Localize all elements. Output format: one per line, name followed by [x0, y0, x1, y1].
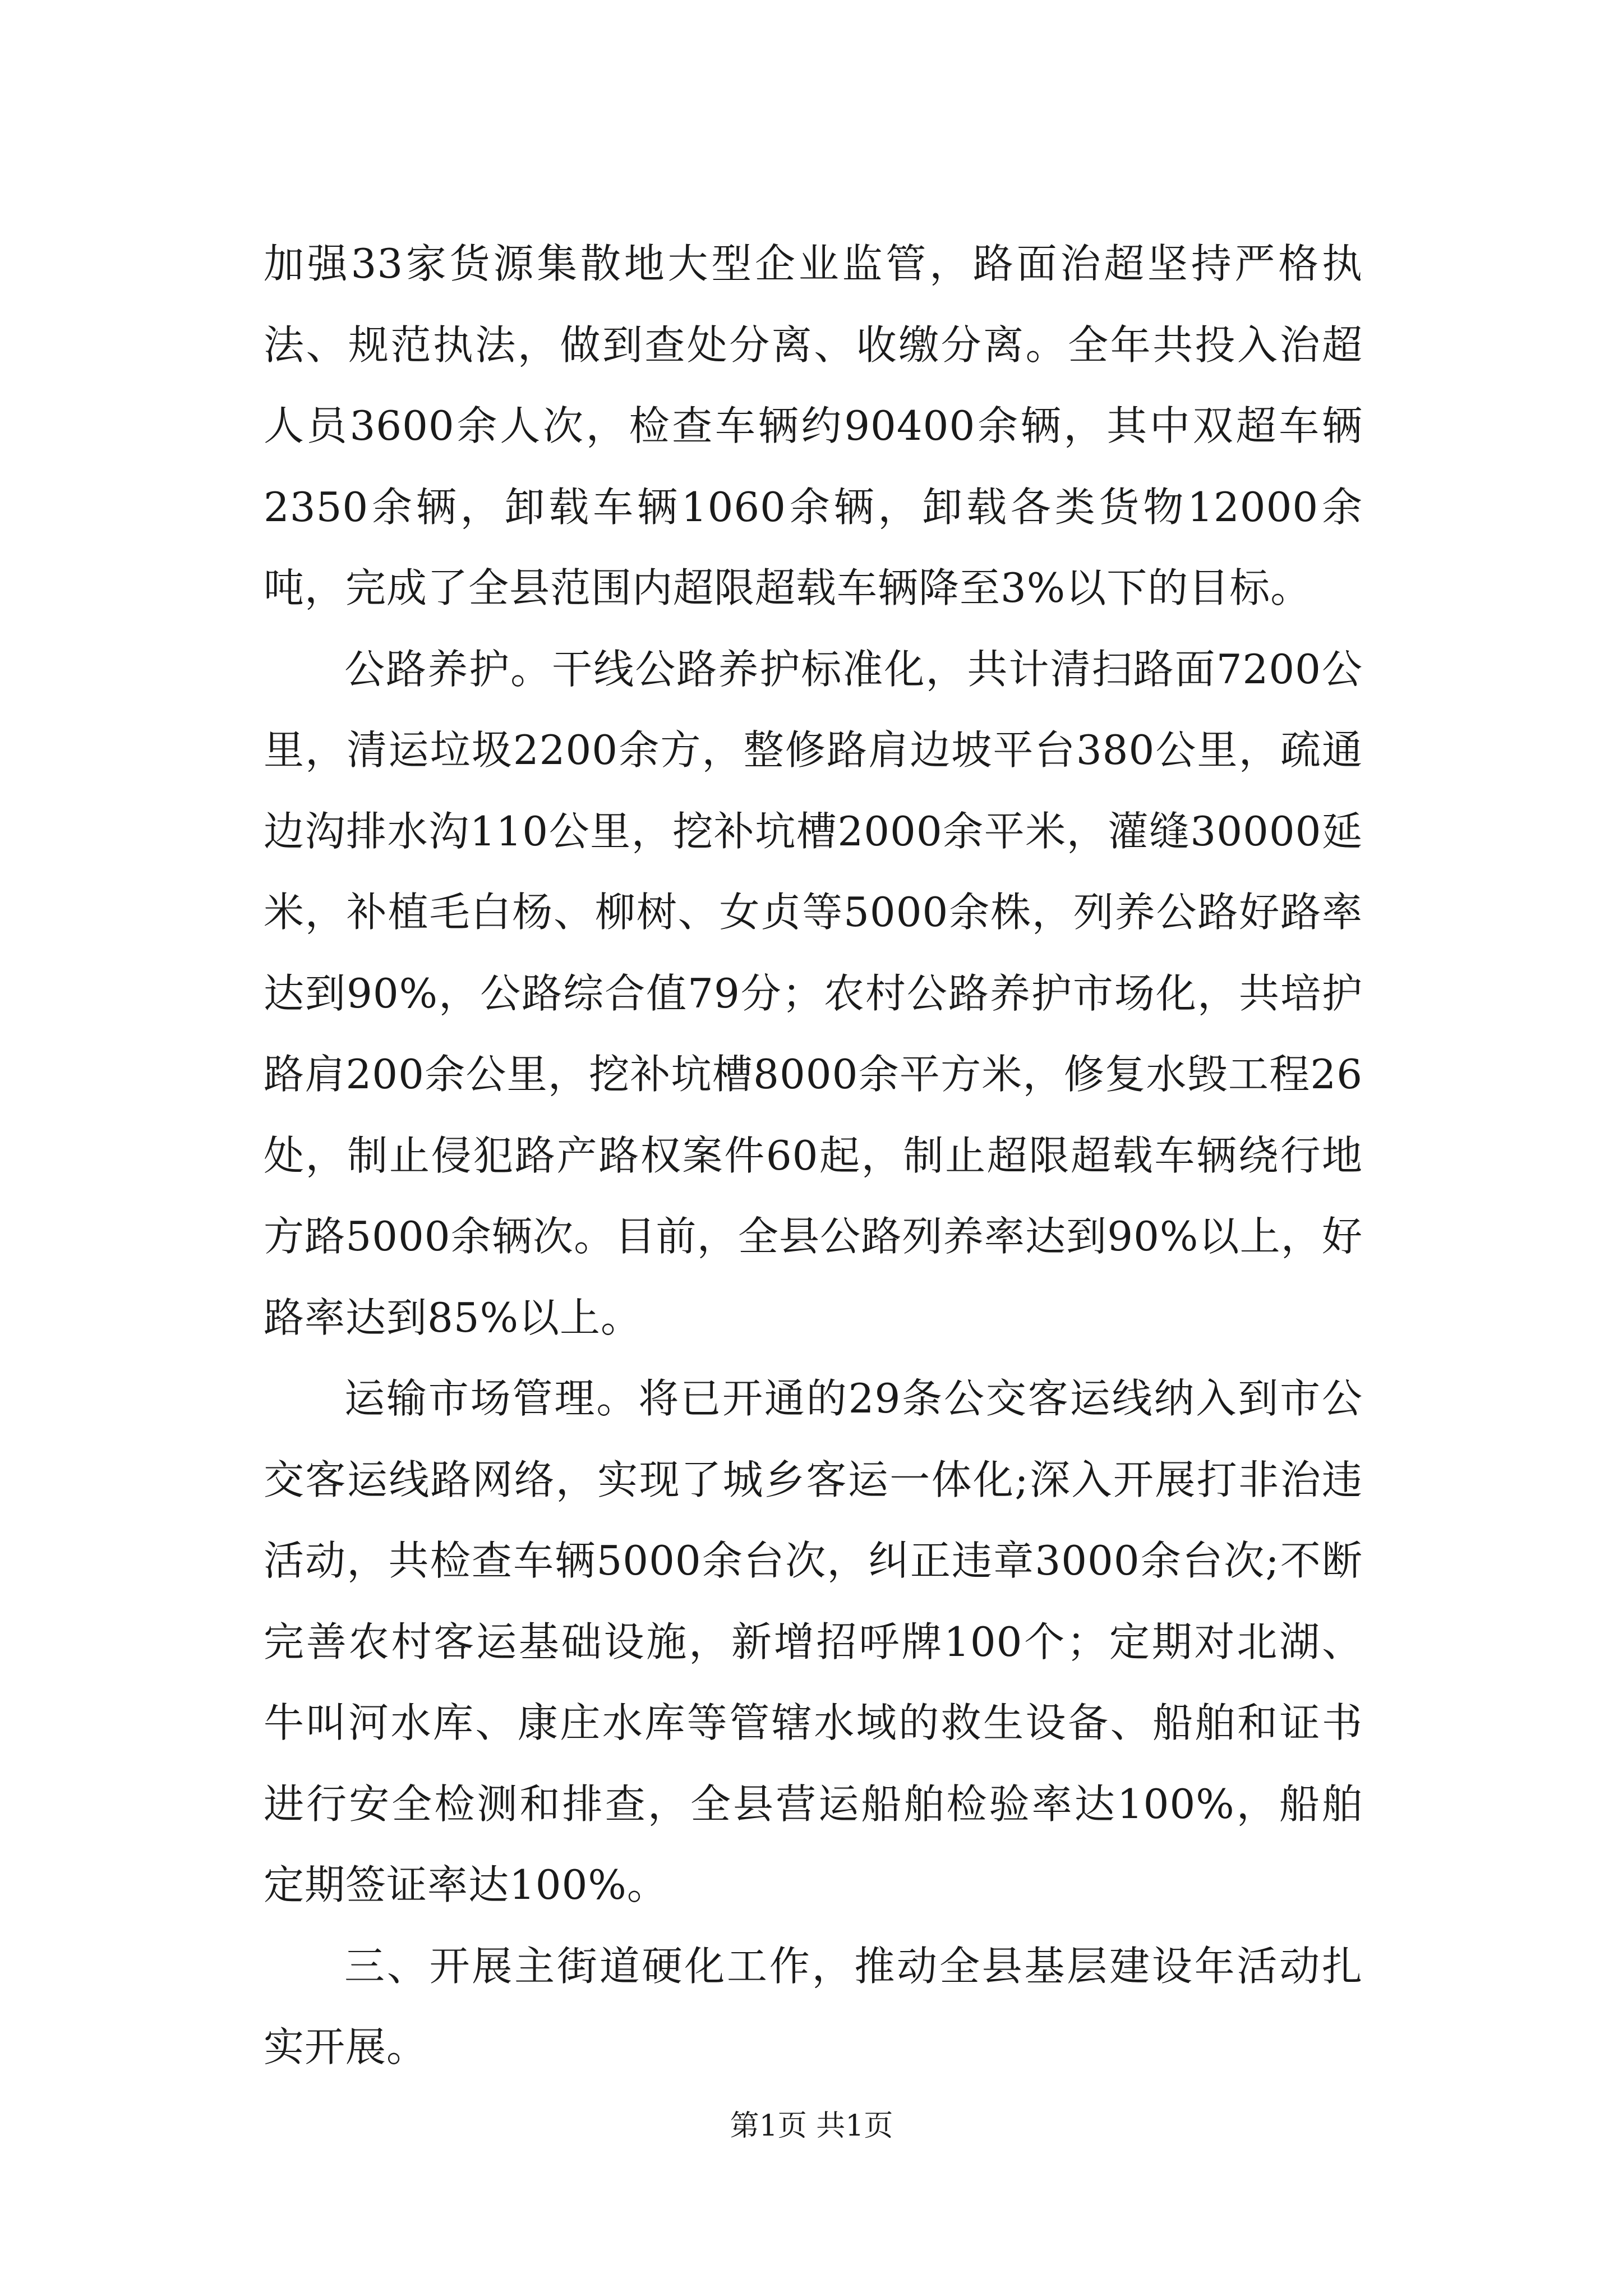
paragraph-section-three: 三、开展主街道硬化工作，推动全县基层建设年活动扎实开展。 [264, 1942, 1363, 2070]
paragraph-road-maintenance: 公路养护。干线公路养护标准化，共计清扫路面7200公里，清运垃圾2200余方，整修路肩边坡平台380公里，疏通边沟排水沟110公里，挖补坑槽2000余平米，灌缝30000延米，补植毛白杨、柳树、女贞等5000余株，列养公路好路率达到90%，公路综合值79分；农村公路养护市场化，共培护路肩200余公里，挖补坑槽8000余平方米，修复水毁工程26处，制止侵犯路产路权案件60起，制止超限超载车辆绕行地方路5000余辆次。目前，全县公路列养率达到90%以上，好路率达到85%以上。 [264, 645, 1363, 1341]
document-body [264, 223, 1363, 2088]
paragraph-enforcement: 加强33家货源集散地大型企业监管，路面治超坚持严格执法、规范执法，做到查处分离、收缴分离。全年共投入治超人员3600余人次，检查车辆约90400余辆，其中双超车辆2350余辆，卸载车辆1060余辆，卸载各类货物12000余吨，完成了全县范围内超限超载车辆降至3%以下的目标。 [264, 240, 1363, 611]
paragraph-transport-market: 运输市场管理。将已开通的29条公交客运线纳入到市公交客运线路网络，实现了城乡客运一体化;深入开展打非治违活动，共检查车辆5000余台次，纠正违章3000余台次;不断完善农村客运基础设施，新增招呼牌100个；定期对北湖、牛叫河水库、康庄水库等管辖水域的救生设备、船舶和证书进行安全检测和排查，全县营运船舶检验率达100%，船舶定期签证率达100%。 [264, 1375, 1363, 1908]
page-footer: 第1页 共1页 [730, 2109, 893, 2143]
